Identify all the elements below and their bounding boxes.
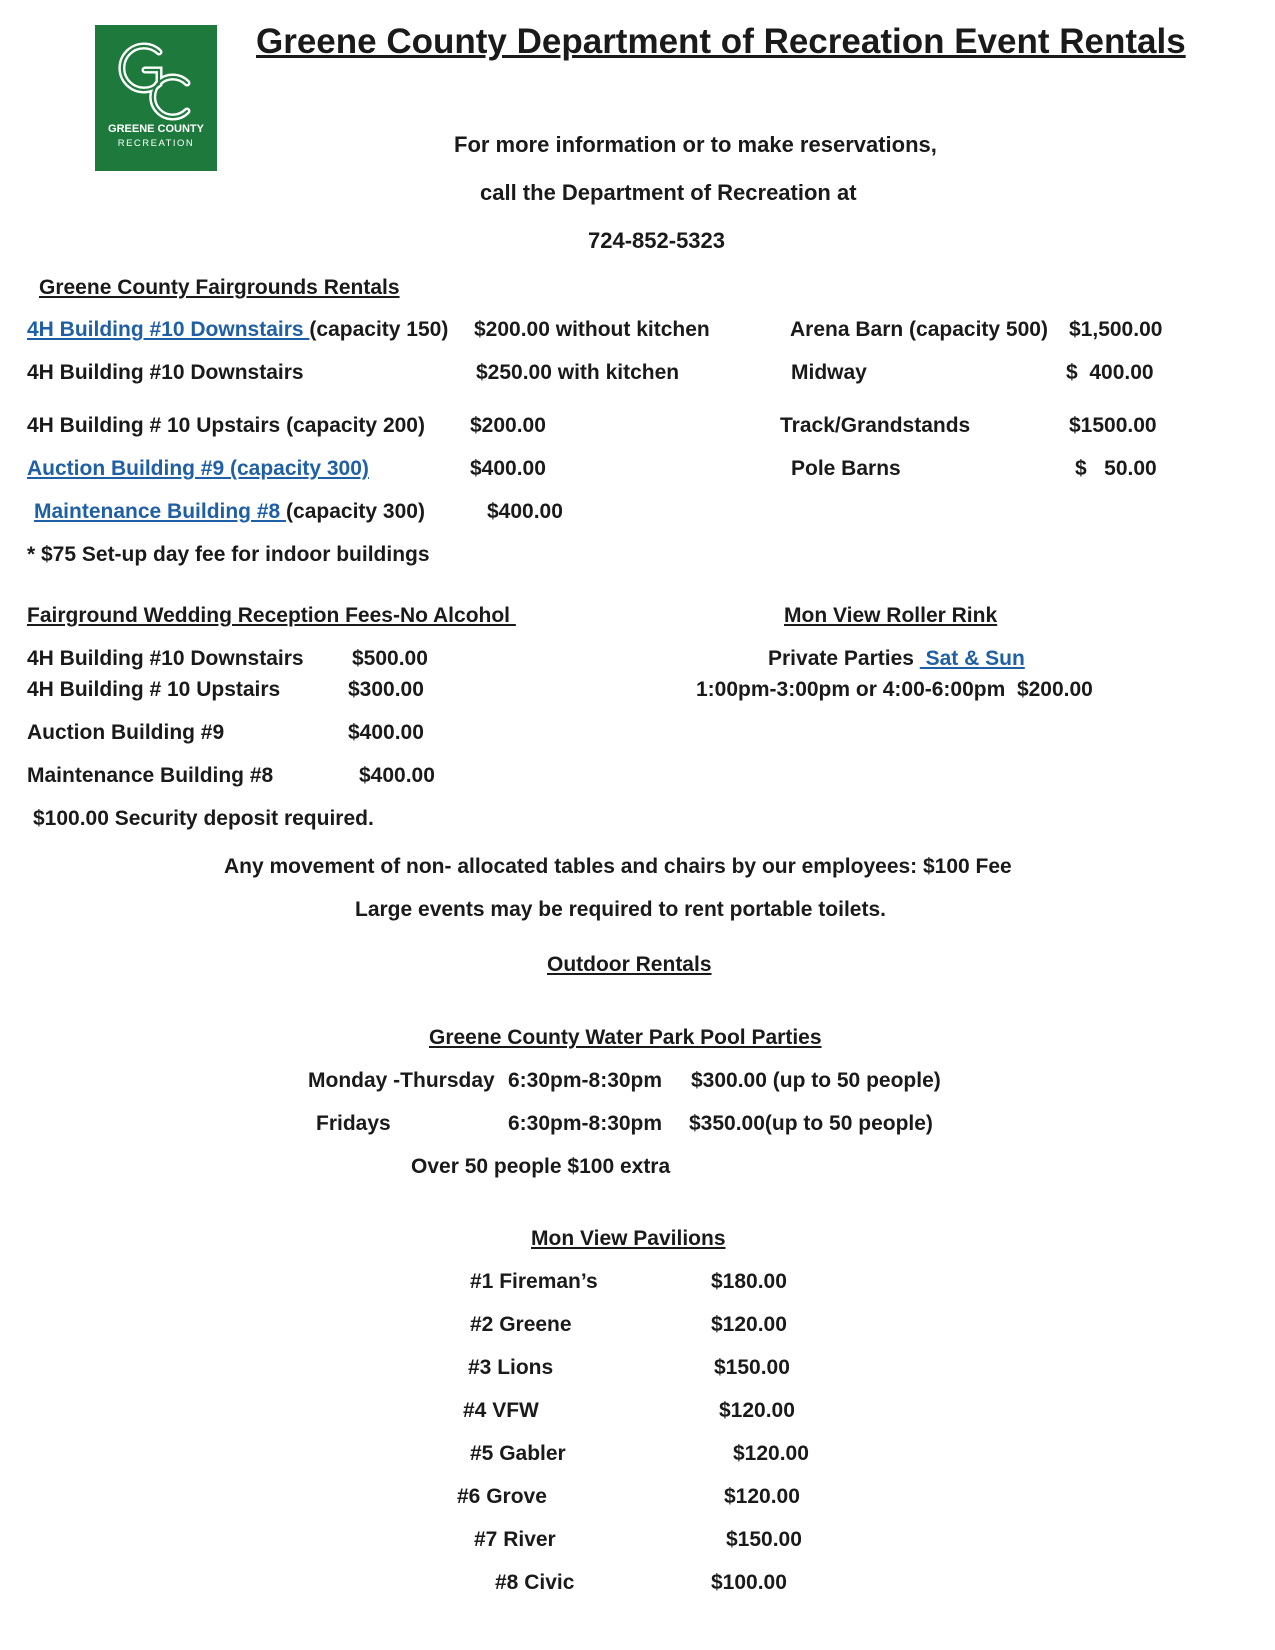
price: $400.00 — [470, 457, 546, 480]
pool-row-2-price: $350.00(up to 50 people) — [689, 1112, 933, 1135]
pavilion-name: #2 Greene — [470, 1313, 572, 1336]
midway-price: $ 400.00 — [1066, 361, 1154, 384]
pole-barns-price: $ 50.00 — [1075, 457, 1157, 480]
price: $200.00 without kitchen — [474, 318, 710, 341]
pole-barns-name: Pole Barns — [791, 457, 901, 480]
fairgrounds-row-5 — [34, 499, 425, 525]
private-parties-label: Private Parties — [768, 647, 920, 670]
track-grandstands-price: $1500.00 — [1069, 414, 1157, 437]
roller-rink-line-1 — [768, 646, 1025, 672]
wedding-row-4-name: Maintenance Building #8 — [27, 764, 274, 787]
pavilion-name: #6 Grove — [457, 1485, 547, 1508]
tables-chairs-fee-notice: Any movement of non- allocated tables and chairs by our employees: $100 Fee — [224, 855, 1012, 878]
pavilion-name: #5 Gabler — [470, 1442, 566, 1465]
portable-toilets-notice: Large events may be required to rent portable toilets. — [355, 898, 886, 921]
wedding-row-2-name: 4H Building # 10 Upstairs — [27, 678, 281, 701]
pool-row-1-days: Monday -Thursday — [308, 1069, 495, 1092]
arena-barn-name: Arena Barn (capacity 500) — [790, 318, 1048, 341]
pavilion-name: #7 River — [474, 1528, 556, 1551]
pavilion-price: $120.00 — [711, 1313, 787, 1336]
pool-row-2-days: Fridays — [316, 1112, 391, 1135]
security-deposit-note: $100.00 Security deposit required. — [33, 807, 374, 830]
outdoor-rentals-heading: Outdoor Rentals — [547, 953, 712, 976]
maintenance-building-8-link[interactable]: Maintenance Building #8 — [34, 500, 287, 523]
pavilion-price: $100.00 — [711, 1571, 787, 1594]
pool-row-1-time: 6:30pm-8:30pm — [508, 1069, 663, 1092]
wedding-row-1-price: $500.00 — [352, 647, 428, 670]
pavilion-price: $180.00 — [711, 1270, 787, 1293]
pavilion-name: #8 Civic — [495, 1571, 575, 1594]
wedding-row-3-name: Auction Building #9 — [27, 721, 225, 744]
pool-extra-note: Over 50 people $100 extra — [411, 1155, 671, 1178]
pool-row-1-price: $300.00 (up to 50 people) — [691, 1069, 941, 1092]
pavilion-name: #4 VFW — [463, 1399, 539, 1422]
info-line-2: call the Department of Recreation at — [480, 180, 857, 205]
pavilion-price: $150.00 — [726, 1528, 802, 1551]
midway-name: Midway — [791, 361, 867, 384]
wedding-row-2-price: $300.00 — [348, 678, 424, 701]
building-10-downstairs-link[interactable]: 4H Building #10 Downstairs — [27, 318, 310, 341]
fairgrounds-row-3-name: 4H Building # 10 Upstairs (capacity 200) — [27, 414, 425, 437]
pool-parties-heading: Greene County Water Park Pool Parties — [429, 1026, 822, 1049]
wedding-heading: Fairground Wedding Reception Fees-No Alcohol — [27, 604, 516, 627]
sat-sun-link[interactable]: Sat & Sun — [919, 647, 1025, 670]
roller-rink-line-2: 1:00pm-3:00pm or 4:00-6:00pm $200.00 — [696, 678, 1093, 701]
wedding-row-1-name: 4H Building #10 Downstairs — [27, 647, 304, 670]
price: $250.00 with kitchen — [476, 361, 680, 384]
fairgrounds-heading: Greene County Fairgrounds Rentals — [39, 276, 400, 299]
setup-fee-note: * $75 Set-up day fee for indoor buildings — [27, 543, 430, 566]
capacity: (capacity 300) — [286, 500, 425, 523]
logo-line2: RECREATION — [117, 138, 195, 149]
fairgrounds-row-1 — [27, 317, 448, 343]
info-phone: 724-852-5323 — [588, 228, 726, 253]
gc-monogram-icon — [95, 25, 217, 171]
arena-barn-price: $1,500.00 — [1069, 318, 1163, 341]
logo-line1: GREENE COUNTY — [108, 123, 204, 135]
pavilion-price: $120.00 — [724, 1485, 800, 1508]
roller-rink-heading: Mon View Roller Rink — [784, 604, 998, 627]
pavilion-name: #3 Lions — [468, 1356, 554, 1379]
price: $400.00 — [487, 500, 563, 523]
pavilion-price: $120.00 — [719, 1399, 795, 1422]
page-title: Greene County Department of Recreation Event Rentals — [256, 22, 1186, 61]
pavilions-heading: Mon View Pavilions — [531, 1227, 726, 1250]
auction-building-9-link[interactable]: Auction Building #9 (capacity 300) — [27, 457, 369, 480]
pool-row-2-time: 6:30pm-8:30pm — [508, 1112, 663, 1135]
info-line-1: For more information or to make reservations, — [454, 132, 937, 157]
price: $200.00 — [470, 414, 546, 437]
pavilion-price: $120.00 — [733, 1442, 809, 1465]
pavilion-name: #1 Fireman’s — [470, 1270, 598, 1293]
track-grandstands-name: Track/Grandstands — [780, 414, 971, 437]
pavilion-price: $150.00 — [714, 1356, 790, 1379]
fairgrounds-row-2-name: 4H Building #10 Downstairs — [27, 361, 304, 384]
wedding-row-3-price: $400.00 — [348, 721, 424, 744]
wedding-row-4-price: $400.00 — [359, 764, 435, 787]
capacity: (capacity 150) — [309, 318, 449, 341]
greene-county-recreation-logo — [95, 25, 217, 171]
